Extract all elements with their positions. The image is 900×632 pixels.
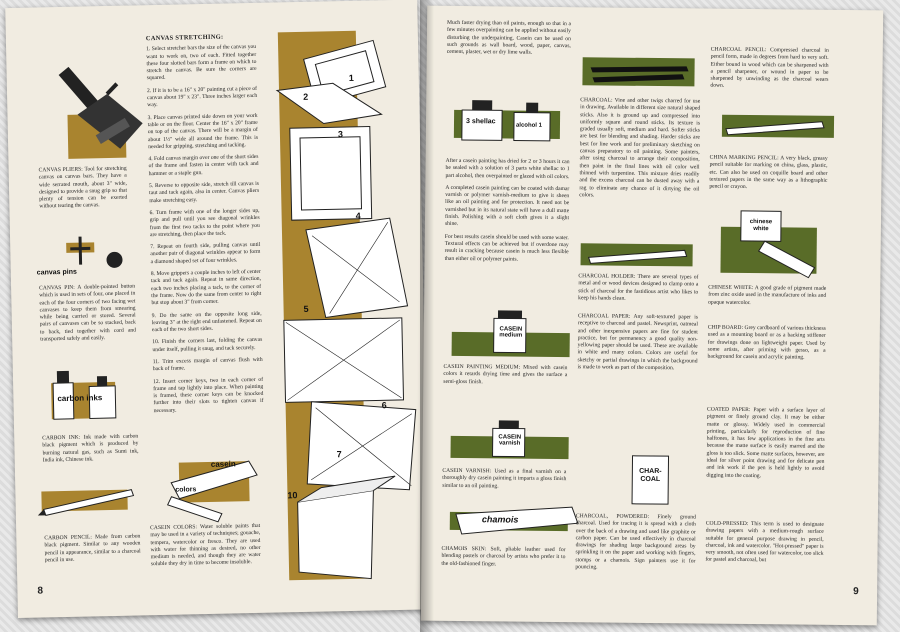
canvas-stretching-title: CANVAS STRETCHING: (145, 33, 224, 43)
casein-varnish-caption: CASEIN VARNISH: Used as a final varnish on a thoroughly dry casein painting it imparts a gloss finish similar to an oil painting. (442, 467, 567, 489)
charcoal-caption: CHARCOAL: Vine and other twigs charred for use in drawing. Available in different size natural shaped sticks. Also it is ground up and compressed into uniformly square and round sticks. Its texture is graded usually soft, medium and hard. Softer sticks are best for blending and shading. Harder sticks are best for line work and for preliminary sketching on canvas preparatory to oil painting. Some painters, after using charcoal to arrange their composition, then paint in the final lines with oil color well thinned with turpentine. This mixture dries readily and the excess charcoal can be dusted away with a rag to eliminate any chance of it dirtying the oil colors. (579, 97, 701, 199)
alcohol-label: alcohol 1 (515, 122, 543, 129)
chamois-caption: CHAMOIS SKIN: Soft, pliable leather used for blending pastels or charcoal by artists who prefer it to the old-fashioned finger. (441, 545, 566, 567)
stretching-step: 2. If it is to be a 16" x 20" painting cut a piece of canvas about 19" x 23". Three inches larger each way. (146, 85, 258, 109)
page-number-right: 9 (853, 586, 859, 598)
diagram-number: 4 (355, 210, 361, 221)
stretching-step: 9. Do the same on the opposite long side, leaving 3" at the right end unfastened. Repeat on each of the two short sides. (151, 310, 262, 334)
chinese-white-tube-illustration (724, 205, 825, 282)
charcoal-powdered-caption: CHARCOAL, POWDERED: Finely ground charcoal. Used for tracing it is spread with a cloth over the back of a drawing and used like graphite or carbon paper. Can be used effectively in charcoal drawings for shading large background areas by sprinkling it on the paper and working with fingers, stomps or a chamois. Sign painters use it for pouncing. (575, 513, 696, 571)
casein-label: casein (210, 459, 236, 469)
stretching-step: 11. Trim excess margin of canvas flush with back of frame. (152, 356, 263, 373)
casein-body-text (444, 158, 569, 269)
diagram-number: 1 (348, 72, 354, 83)
stretching-step: 8. Move grippers a couple inches to left of center tack and tack again. Repeat in same direction, each two inches placing a tack, to the corner of the frame. Now do the same from center to right but stop about 3" from corner. (150, 268, 262, 307)
casein-paragraph: After a casein painting has dried for 2 or 3 hours it can be sealed with a solution of 3 parts white shellac to 1 part alcohol, then overpainted or glazed with oil colors. (445, 157, 570, 180)
stretching-step: 10. Finish the corners last, folding the canvas under itself, pulling it snug, and tack securely. (152, 337, 263, 353)
diagram-number: 3 (337, 129, 344, 140)
diagram-number: 7 (336, 449, 342, 460)
stretching-step: 5. Reverse to opposite side, stretch till canvas is taut and tack again, also in center. Canvas pliers make stretching easy. (148, 180, 260, 204)
diagram-number: 5 (303, 303, 309, 314)
cold-pressed-caption: COLD-PRESSED: This term is used to designate drawing papers with a medium-rough surface suitable for general purpose drawing in pencil, charcoal, ink and watercolor. "Hot-pressed" paper is very smooth, not often used for watercolor, too slick for pastel and charcoal, but (705, 520, 824, 564)
canvas-pin-caption: CANVAS PIN: A double-pointed button which is used in sets of four, one placed in each of the four corners of two facing wet canvases to keep them from smearing while being carried or stored. Several pairs of canvases can be so stacked, back to back, tied together with cord and transported safely and easily. (39, 283, 137, 343)
book-gutter (420, 0, 434, 632)
carbon-pencil-illustration (37, 483, 138, 515)
canvas-pliers-caption: CANVAS PLIERS: Tool for stretching canvas on canvas bars. They have a wide serrated mouth, about 3" wide, designed to provide a snug grip so that plenty of tension can be exerted without tearing the canvas. (38, 165, 128, 210)
chinese-white-label: chinese white (749, 219, 773, 233)
chip-board-caption: CHIP BOARD: Grey cardboard of various thickness used as a mounting board or as a backing stiffener for drawings done on lightweight paper. Used by some artists, after priming with gesso, as a background for casein and acrylic painting. (707, 324, 826, 361)
charcoal-pencil-illustration (722, 117, 832, 138)
stretching-diagram (268, 29, 430, 592)
diagram-number: 10 (287, 490, 298, 501)
stretching-step: 6. Turn frame with one of the longer sides up, grip and pull until you see diagonal wrinkles from the first two tacks to the point where you are stretching, then place the tack. (149, 207, 260, 238)
carbon-ink-label: carbon inks (57, 393, 103, 404)
diagram-number: 2 (303, 91, 309, 102)
casein-medium-label: CASEIN medium (499, 326, 523, 339)
canvas-pins-label: canvas pins (36, 268, 77, 277)
canvas-pliers-illustration (46, 53, 158, 165)
canvas-stretching-column (146, 33, 264, 420)
casein-paragraph: For best results casein should be used with some water. Textural effects can be achieved but if overdone may result in cracking because casein is much less flexible than either oil or polymer paints. (444, 233, 569, 263)
charcoal-paper-caption: CHARCOAL PAPER: Any soft-textured paper is receptive to charcoal and pastel. Newsprint, oatmeal and other inexpensive papers are fine for student practice, but for permanency a good quality non-yellowing paper should be used. These are available in white and many colors. Colors are useful for sketchy or partial drawings in which the background is made to work as part of the composition. (577, 313, 699, 372)
casein-paragraph: A completed casein painting can be coated with damar varnish or polymer varnish-medium to give it sheen like an oil painting and for protection. It need not be varnished but in its natural state will have a dull matte finish. Polishing with a soft cloth gives it a slight shine. (444, 184, 570, 228)
stretching-step: 1. Select stretcher bars the size of the canvas you want to work on, two of each. Fitted together these four slotted bars form a frame on which to stretch the canvas. Be sure the corners are squared. (146, 44, 257, 82)
stretching-step: 7. Repeat on fourth side, pulling canvas until another pair of diagonal wrinkles appear to form a diamond shaped set of four wrinkles. (150, 241, 261, 265)
left-page (5, 0, 430, 618)
charcoal-pencil-caption: CHARCOAL PENCIL: Compressed charcoal in pencil form, made in degrees from hard to very soft. Either bound in wood which can be sharpened with a pencil sharpener, or wound in paper to be sharpened by unwinding as the charcoal wears down. (710, 46, 829, 90)
casein-intro-text: Much faster drying than oil paints, enough so that in a few minutes overpainting can be applied without easily disturbing the underpainting. Casein can be used on such grounds as wall board, wood, paper, canvas, cement, plaster, wet or dry lime walls. (446, 19, 572, 56)
carbon-ink-caption: CARBON INK: Ink made with carbon black pigment which is produced by burning natural gas, such as Sumi ink, India ink, Chinese ink. (42, 433, 139, 464)
chinese-white-caption: CHINESE WHITE: A good grade of pigment made from zinc oxide used in the manufacture of inks and opaque watercolor. (708, 284, 827, 306)
casein-varnish-label: CASEIN varnish (498, 434, 522, 447)
coated-paper-caption: COATED PAPER: Paper with a surface layer of pigment or finely ground clay. It may be either matte or glossy. Widely used in commercial printing, particularly for reproduction of fine halftones, it has few applications in the fine arts because the matte surface is easily marred and the gloss is too slick. Some matte surfaces, however, are ideal for silver point drawing and for delicate pen and ink work if the pen is held lightly to avoid digging into the coating. (706, 406, 826, 479)
right-page (421, 6, 883, 626)
casein-medium-caption: CASEIN PAINTING MEDIUM: Mixed with casein colors it retards drying time and gives the surface a semi-gloss finish. (443, 363, 568, 385)
charcoal-sticks-illustration (586, 61, 696, 86)
casein-colors-caption: CASEIN COLORS: Water soluble paints that may be used in a variety of techniques; gouache, tempera, watercolor or fresco. They are used with water for thinning as desired, no other medium is needed, and though they are water soluble they dry in time to become insoluble. (150, 522, 261, 568)
stretching-step: 4. Fold canvas margin over one of the short sides of the frame and fasten in center with tack and hammer or a staple gun. (148, 154, 259, 177)
colors-label: colors (175, 486, 197, 494)
stretching-step: 3. Place canvas printed side down on your work table or on the floor. Center the 16" x 20" frame on top of the canvas. There will be a margin of about 1½" wide all around the frame. This is needed for gripping, stretching and tacking. (147, 112, 259, 151)
page-number-left: 8 (37, 585, 44, 597)
charcoal-powder-label: CHAR-COAL (639, 467, 662, 484)
shellac-label: 3 shellac (465, 118, 496, 126)
diagram-number: 6 (381, 400, 387, 411)
carbon-pencil-caption: CARBON PENCIL: Made from carbon black pigment. Similar to any wooden pencil in appearance, similar to a charcoal pencil in use. (44, 533, 141, 564)
stretching-step: 12. Insert corner keys, two in each corner of frame and tap lightly into place. When painting is framed, these corner keys can be knocked further into their slots to tighten canvas if necessary. (153, 376, 264, 414)
carbon-ink-bottles-illustration (47, 356, 128, 428)
china-marking-caption: CHINA MARKING PENCIL: A very black, greasy pencil suitable for marking on china, glass, plastic, etc. Can also be used on coquille board and other textured papers in the same way as a lithographic pencil or crayon. (709, 154, 828, 191)
charcoal-holder-caption: CHARCOAL HOLDER: There are several types of metal and or wood devices designed to clamp onto a stick of charcoal for the fastidious artist who likes to keep his hands clean. (578, 273, 699, 302)
charcoal-holder-illustration (585, 245, 695, 266)
chamois-label: chamois (481, 514, 519, 525)
